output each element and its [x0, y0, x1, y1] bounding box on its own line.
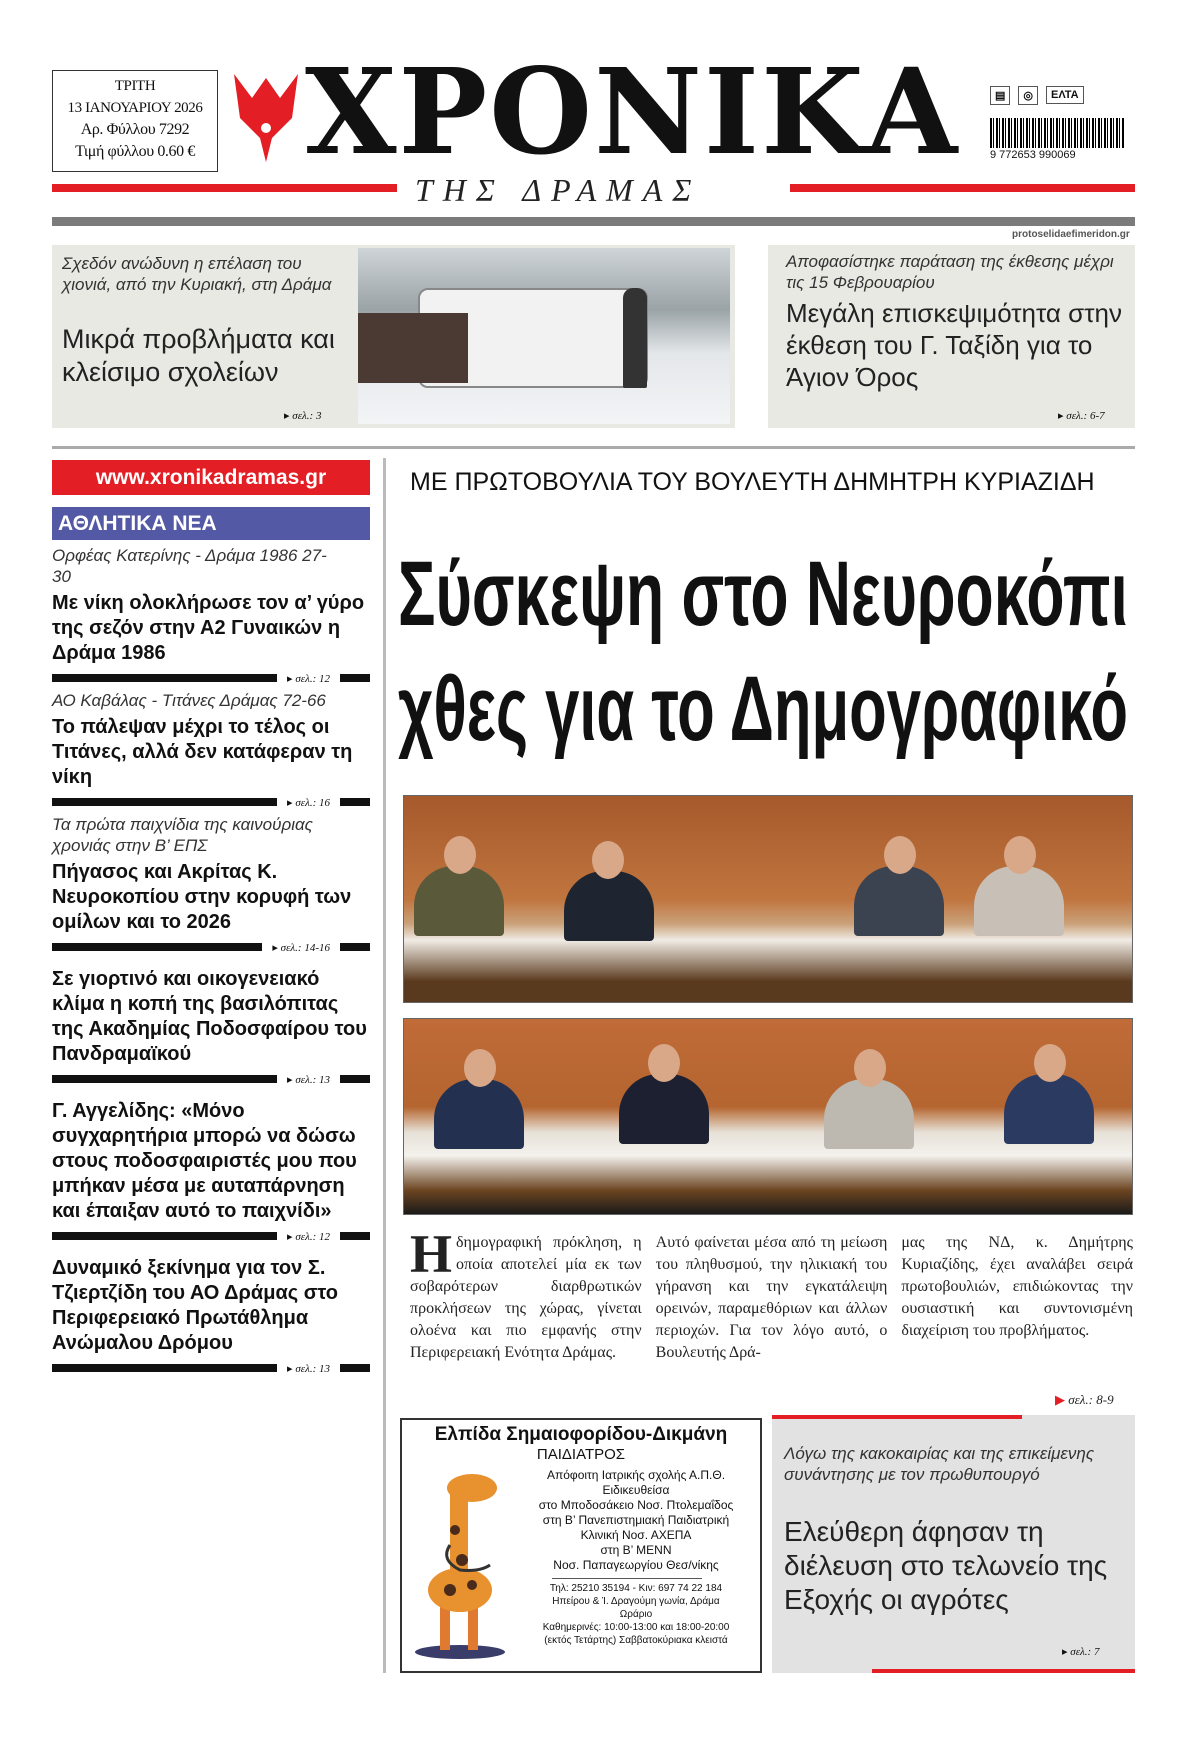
page-ref: ▸ σελ.: 13 [287, 1073, 330, 1086]
red-accent [872, 1669, 1135, 1673]
page-ref: ▸ σελ.: 14-16 [272, 941, 330, 954]
item-kicker: ΑΟ Καβάλας - Τιτάνες Δράμας 72-66 [52, 691, 326, 710]
page-ref: ▸ σελ.: 12 [287, 1230, 330, 1243]
item-title: Γ. Αγγελίδης: «Μόνο συγχαρητήρια μπορώ να δώσω στους ποδοσφαιριστές μου που μπήκαν μέσα με αυταπάρνηση και έπαιξαν αυτό το παιχνίδι» [52, 1100, 357, 1222]
teaser-exhibition[interactable] [768, 245, 1135, 428]
rule [340, 1075, 370, 1083]
rule [52, 1364, 277, 1372]
ad-line: στη Β’ Πανεπιστημιακή Παιδιατρική [542, 1513, 730, 1527]
ad-contact-line: Ωράριο [619, 1609, 653, 1620]
red-rule-right [790, 184, 1135, 192]
rule [52, 943, 262, 951]
ad-line: στη Β’ ΜΕΝΝ [600, 1543, 672, 1557]
divider [52, 446, 1135, 449]
giraffe-illustration-icon [410, 1460, 520, 1660]
sports-news-item[interactable] [52, 814, 372, 954]
rule [52, 798, 277, 806]
red-accent [772, 1415, 1022, 1419]
elta-logo: ΕΛΤΑ [1046, 86, 1084, 104]
permit-stamp-icon: ▤ [990, 86, 1010, 105]
price: Τιμή φύλλου 0.60 € [75, 143, 195, 160]
rule [52, 1232, 277, 1240]
watermark: protoselidaefimeridon.gr [1012, 229, 1130, 240]
body-col-2: Αυτό φαίνεται μέσα από τη μείωση του πληθυσμού, την ηλικιακή του γήρανση και την εγκατάλειψη ορεινών, παραμεθόριων και άλλων περιοχών. Για τον λόγο αυτό, ο Βουλευτής Δρά- [655, 1234, 888, 1361]
worker-figure [623, 288, 647, 388]
column-divider [383, 458, 386, 1673]
lead-headline[interactable] [398, 530, 1133, 765]
item-separator [52, 941, 370, 954]
ad-contact [512, 1582, 760, 1647]
teaser-farmers[interactable] [772, 1415, 1135, 1673]
ad-line: στο Μποδοσάκειο Νοσ. Πτολεμαΐδος [538, 1498, 734, 1512]
newspaper-subtitle: ΤΗΣ ΔΡΑΜΑΣ [415, 172, 702, 208]
item-kicker: Ορφέας Κατερίνης - Δράμα 1986 27-30 [52, 546, 327, 586]
date: 13 ΙΑΝΟΥΑΡΙΟΥ 2026 [67, 100, 203, 116]
seal-icon: ◎ [1018, 86, 1038, 105]
section-header-sports: ΑΘΛΗΤΙΚΑ ΝΕΑ [52, 507, 370, 540]
rule [52, 674, 277, 682]
ad-line: Ειδικευθείσα [602, 1483, 670, 1497]
item-title: Με νίκη ολοκλήρωσε τον α’ γύρο της σεζόν στην Α2 Γυναικών η Δράμα 1986 [52, 592, 365, 664]
red-rule-left [52, 184, 397, 192]
sports-news-item[interactable] [52, 967, 372, 1086]
day: ΤΡΙΤΗ [114, 78, 156, 94]
item-separator [52, 672, 370, 685]
item-separator [52, 796, 370, 809]
dropcap: Η [410, 1224, 453, 1284]
item-separator [52, 1073, 370, 1086]
item-title: Δυναμικό ξεκίνημα για τον Σ. Τζιερτζίδη του ΑΟ Δράμας στο Περιφερειακό Πρωτάθλημα Ανώμαλου Δρόμου [52, 1257, 338, 1354]
sports-news-item[interactable] [52, 1256, 372, 1375]
page-ref: ▸ σελ.: 16 [287, 796, 330, 809]
teaser-kicker: Αποφασίστηκε παράταση της έκθεσης μέχρι τις 15 Φεβρουαρίου [786, 252, 1114, 292]
ad-credentials [512, 1468, 760, 1573]
date-box [52, 70, 218, 172]
sports-news-item[interactable] [52, 545, 372, 685]
barcode-number: 9 772653 990069 [990, 149, 1076, 161]
ad-name: Ελπίδα Σημαιοφορίδου-Δικμάνη [434, 1424, 728, 1445]
rule [340, 1364, 370, 1372]
body-col-1: δημογραφική πρόκληση, η οποία αποτελεί μία εκ των σοβαρότερων διαρθρωτικών προκλήσεων της χώρας, γίνεται ολοένα και πιο εμφανής στην Περιφερειακή Ενότητα Δράμας. [410, 1234, 642, 1361]
teaser-kicker: Λόγω της κακοκαιρίας και της επικείμενης συνάντησης με τον πρωθυπουργό [784, 1444, 1095, 1484]
postal-marks [990, 78, 1125, 112]
item-title: Το πάλεψαν μέχρι το τέλος οι Τιτάνες, αλλά δεν κατάφεραν τη νίκη [52, 716, 353, 788]
rule [340, 1232, 370, 1240]
ad-line: Απόφοιτη Ιατρικής σχολής Α.Π.Θ. [546, 1468, 726, 1482]
pediatrician-ad [400, 1418, 762, 1673]
teaser-title: Μεγάλη επισκεψιμότητα στην έκθεση του Γ. Ταξίδη για το Άγιον Όρος [786, 298, 1122, 392]
arrow-icon: ▶ [1055, 1392, 1069, 1407]
rule [340, 798, 370, 806]
grey-rule [52, 217, 1135, 226]
rule [52, 1075, 277, 1083]
sports-news-item[interactable] [52, 690, 372, 809]
sports-news-item[interactable] [52, 1099, 372, 1243]
headline-line-1: Σύσκεψη στο Νευροκόπι [398, 543, 1128, 645]
meeting-photo-1 [403, 795, 1133, 1003]
teaser-kicker: Σχεδόν ανώδυνη η επέλαση του χιονιά, από την Κυριακή, στη Δράμα [62, 254, 332, 294]
page-ref: ▸ σελ.: 7 [1062, 1645, 1099, 1658]
meeting-photo-2 [403, 1018, 1133, 1215]
ad-contact-line: (εκτός Τετάρτης) Σαββατοκύριακα κλειστά [544, 1635, 728, 1646]
lead-kicker: ΜΕ ΠΡΩΤΟΒΟΥΛΙΑ ΤΟΥ ΒΟΥΛΕΥΤΗ ΔΗΜΗΤΡΗ ΚΥΡΙΑΖΙΔΗ [410, 468, 1095, 496]
item-title: Πήγασος και Ακρίτας Κ. Νευροκοπίου στην κορυφή των ομίλων και το 2026 [52, 861, 352, 933]
page-ref: ▸ σελ.: 12 [287, 672, 330, 685]
lead-body [410, 1224, 1133, 1364]
page-ref: ▸ σελ.: 13 [287, 1362, 330, 1375]
rule [340, 674, 370, 682]
ad-line: Κλινική Νοσ. ΑΧΕΠΑ [580, 1528, 692, 1542]
salt-spreader-shape [358, 313, 468, 383]
body-col-3: μας της ΝΔ, κ. Δημήτρης Κυριαζίδης, έχει αναλάβει σειρά πρωτοβουλιών, επιδιώκοντας την ουσιαστική και συντονισμένη διαχείριση του προβλήματος. [901, 1234, 1133, 1339]
ad-contact-line: Καθημερινές: 10:00-13:00 και 18:00-20:00 [542, 1622, 730, 1633]
teaser-title: Μικρά προβλήματα και κλείσιμο σχολείων [62, 324, 335, 387]
issue-number: Αρ. Φύλλου 7292 [80, 121, 190, 138]
headline-line-2: χθες για το Δημογραφικό [398, 658, 1128, 760]
page-ref: ▸ σελ.: 3 [284, 409, 321, 422]
page-ref: ▸ σελ.: 6-7 [1058, 409, 1105, 422]
website-link[interactable]: www.xronikadramas.gr [52, 460, 370, 495]
sports-news-list [52, 545, 372, 1375]
ad-contact-line: Ηπείρου & Ί. Δραγούμη γωνία, Δράμα [552, 1596, 720, 1607]
ad-divider [552, 1578, 702, 1579]
snowplow-photo [358, 248, 730, 424]
rule [340, 943, 370, 951]
item-separator [52, 1362, 370, 1375]
pen-nib-logo-icon [232, 68, 300, 164]
page-ref: σελ.: 8-9 [1068, 1392, 1114, 1407]
item-kicker: Τα πρώτα παιχνίδια της καινούριας χρονιάς στην Β’ ΕΠΣ [52, 815, 313, 855]
teaser-title: Ελεύθερη άφησαν τη διέλευση στο τελωνείο της Εξοχής οι αγρότες [784, 1516, 1108, 1615]
lead-page-ref[interactable] [1055, 1392, 1114, 1408]
ad-role: ΠΑΙΔΙΑΤΡΟΣ [536, 1446, 626, 1463]
item-title: Σε γιορτινό και οικογενειακό κλίμα η κοπή της βασιλόπιτας της Ακαδημίας Ποδοσφαίρου του Πανδραμαϊκού [52, 968, 367, 1065]
barcode-icon [990, 118, 1125, 148]
ad-line: Νοσ. Παπαγεωργίου Θεσ/νίκης [553, 1558, 719, 1572]
newspaper-title: ΧΡΟΝΙΚΑ [305, 42, 960, 181]
ad-contact-line: Τηλ: 25210 35194 - Κιν: 697 74 22 184 [549, 1583, 723, 1594]
item-separator [52, 1230, 370, 1243]
